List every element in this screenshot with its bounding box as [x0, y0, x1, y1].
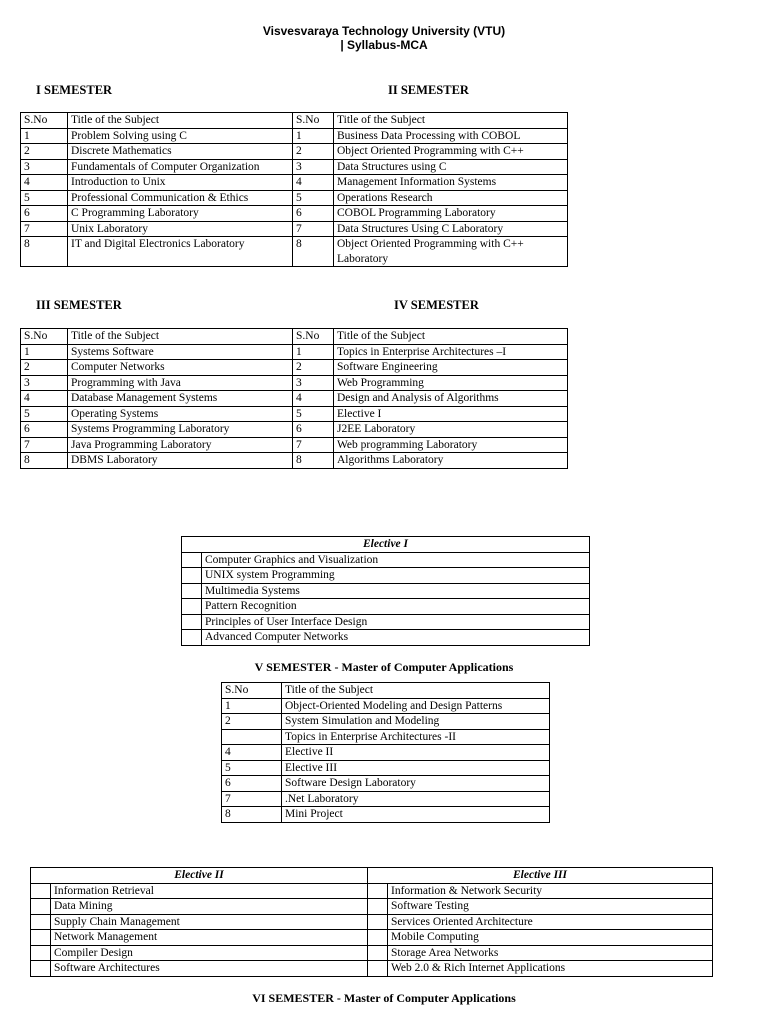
sem1-sno-cell: 7: [21, 221, 68, 237]
document-title: [0, 24, 768, 52]
elective3-item: Information & Network Security: [388, 883, 713, 899]
elective2-item: Information Retrieval: [51, 883, 368, 899]
sem4-title-cell: Web programming Laboratory: [334, 437, 568, 453]
elective3-item: Services Oriented Architecture: [388, 914, 713, 930]
sem4-title-cell: Algorithms Laboratory: [334, 453, 568, 469]
elective2-elective3-table: [30, 867, 713, 977]
table-row: [21, 237, 568, 267]
sem5-title-cell: System Simulation and Modeling: [282, 714, 550, 730]
blank-cell: [31, 914, 51, 930]
blank-cell: [368, 930, 388, 946]
sem5-sno-cell: 4: [222, 745, 282, 761]
table-row: [21, 422, 568, 438]
elective1-header-row: [182, 537, 590, 553]
sem5-title-cell: Software Design Laboratory: [282, 776, 550, 792]
elective1-heading: Elective I: [182, 537, 590, 553]
header-row: [222, 683, 550, 699]
sem1-sno-cell: 5: [21, 190, 68, 206]
elective2-heading: Elective II: [31, 868, 368, 884]
sem4-title-cell: J2EE Laboratory: [334, 422, 568, 438]
sem3-title-cell: Java Programming Laboratory: [68, 437, 293, 453]
sem4-title-cell: Software Engineering: [334, 360, 568, 376]
elective2-item: Software Architectures: [51, 961, 368, 977]
list-item: [182, 568, 590, 584]
sem1-sno-cell: 3: [21, 159, 68, 175]
sem4-sno-cell: 8: [293, 453, 334, 469]
sem1-sno-cell: 4: [21, 175, 68, 191]
sem5-sno-cell: 7: [222, 791, 282, 807]
sem2-sno-cell: 5: [293, 190, 334, 206]
sem2-sno-cell: 4: [293, 175, 334, 191]
sem3-title-cell: DBMS Laboratory: [68, 453, 293, 469]
sem1-heading: I SEMESTER: [36, 83, 113, 97]
list-item: [31, 945, 713, 961]
sem3-title-cell: Systems Programming Laboratory: [68, 422, 293, 438]
sem1-sno-cell: 2: [21, 144, 68, 160]
table-row: [21, 406, 568, 422]
table-row: [21, 437, 568, 453]
blank-cell: [182, 552, 202, 568]
table-row: [21, 144, 568, 160]
table-row: [21, 206, 568, 222]
elective2-item: Data Mining: [51, 899, 368, 915]
sem4-title-cell: Topics in Enterprise Architectures –I: [334, 344, 568, 360]
sem1-title-cell: C Programming Laboratory: [68, 206, 293, 222]
sem4-sno-cell: 3: [293, 375, 334, 391]
blank-cell: [31, 930, 51, 946]
sem3-heading: III SEMESTER: [36, 298, 122, 312]
sem3-sno-cell: 8: [21, 453, 68, 469]
list-item: [31, 914, 713, 930]
table-row: [21, 175, 568, 191]
sem2-title-cell: Management Information Systems: [334, 175, 568, 191]
elective3-item: Software Testing: [388, 899, 713, 915]
sem2-sno-cell: 2: [293, 144, 334, 160]
sem2-title-cell: Object Oriented Programming with C++: [334, 144, 568, 160]
sem5-title-cell: Elective II: [282, 745, 550, 761]
list-item: [182, 630, 590, 646]
elective2-item: Supply Chain Management: [51, 914, 368, 930]
sem1-title-cell: Introduction to Unix: [68, 175, 293, 191]
table-row: [222, 776, 550, 792]
elective1-item: Computer Graphics and Visualization: [202, 552, 590, 568]
title-header: Title of the Subject: [334, 329, 568, 345]
sem2-title-cell: Object Oriented Programming with C++ Laboratory: [334, 237, 568, 267]
sno-header: S.No: [293, 113, 334, 129]
sem2-sno-cell: 6: [293, 206, 334, 222]
sno-header: S.No: [293, 329, 334, 345]
sem5-sno-cell: 8: [222, 807, 282, 823]
sem2-heading: II SEMESTER: [388, 83, 469, 97]
elective-header-row: [31, 868, 713, 884]
title-header: Title of the Subject: [68, 113, 293, 129]
sem4-sno-cell: 6: [293, 422, 334, 438]
sem3-sno-cell: 7: [21, 437, 68, 453]
title-line-1: Visvesvaraya Technology University (VTU): [262, 24, 506, 38]
sem1-title-cell: Problem Solving using C: [68, 128, 293, 144]
title-line-2: | Syllabus-MCA: [340, 38, 428, 52]
table-row: [222, 807, 550, 823]
sem5-sno-cell: 1: [222, 698, 282, 714]
sem5-title-cell: .Net Laboratory: [282, 791, 550, 807]
sem3-title-cell: Systems Software: [68, 344, 293, 360]
blank-cell: [31, 899, 51, 915]
table-row: [21, 360, 568, 376]
sem1-sno-cell: 6: [21, 206, 68, 222]
elective2-item: Compiler Design: [51, 945, 368, 961]
elective2-item: Network Management: [51, 930, 368, 946]
list-item: [31, 883, 713, 899]
list-item: [182, 599, 590, 615]
list-item: [182, 614, 590, 630]
sno-header: S.No: [21, 329, 68, 345]
sem3-sno-cell: 2: [21, 360, 68, 376]
blank-cell: [182, 630, 202, 646]
sem2-sno-cell: 7: [293, 221, 334, 237]
sem2-title-cell: Business Data Processing with COBOL: [334, 128, 568, 144]
sem4-sno-cell: 5: [293, 406, 334, 422]
header-row: [21, 329, 568, 345]
sem4-sno-cell: 7: [293, 437, 334, 453]
elective3-item: Web 2.0 & Rich Internet Applications: [388, 961, 713, 977]
blank-cell: [182, 583, 202, 599]
sem5-sno-cell: [222, 729, 282, 745]
elective1-table: [181, 536, 590, 646]
sem5-title-cell: Object-Oriented Modeling and Design Patterns: [282, 698, 550, 714]
sem1-title-cell: Professional Communication & Ethics: [68, 190, 293, 206]
list-item: [31, 930, 713, 946]
sem3-sno-cell: 3: [21, 375, 68, 391]
sno-header: S.No: [21, 113, 68, 129]
blank-cell: [368, 945, 388, 961]
sem4-sno-cell: 1: [293, 344, 334, 360]
sem4-title-cell: Design and Analysis of Algorithms: [334, 391, 568, 407]
table-row: [21, 128, 568, 144]
sem3-sem4-table: [20, 328, 568, 469]
list-item: [31, 961, 713, 977]
sem2-title-cell: Operations Research: [334, 190, 568, 206]
elective3-item: Mobile Computing: [388, 930, 713, 946]
sem6-heading: VI SEMESTER - Master of Computer Applications: [252, 991, 516, 1005]
sem1-sem2-table: [20, 112, 568, 267]
sem1-sno-cell: 8: [21, 237, 68, 267]
title-header: Title of the Subject: [334, 113, 568, 129]
table-row: [21, 190, 568, 206]
sem2-sno-cell: 1: [293, 128, 334, 144]
sem4-heading: IV SEMESTER: [394, 298, 479, 312]
table-row: [21, 221, 568, 237]
blank-cell: [31, 945, 51, 961]
sem3-title-cell: Database Management Systems: [68, 391, 293, 407]
elective3-item: Storage Area Networks: [388, 945, 713, 961]
blank-cell: [182, 568, 202, 584]
elective1-item: Pattern Recognition: [202, 599, 590, 615]
sem5-sno-cell: 5: [222, 760, 282, 776]
table-row: [21, 391, 568, 407]
elective1-item: Multimedia Systems: [202, 583, 590, 599]
sem5-title-cell: Topics in Enterprise Architectures -II: [282, 729, 550, 745]
sem1-sno-cell: 1: [21, 128, 68, 144]
table-row: [222, 698, 550, 714]
sem3-sno-cell: 1: [21, 344, 68, 360]
table-row: [222, 791, 550, 807]
list-item: [182, 583, 590, 599]
sem1-title-cell: Fundamentals of Computer Organization: [68, 159, 293, 175]
elective1-item: UNIX system Programming: [202, 568, 590, 584]
sem5-sno-cell: 6: [222, 776, 282, 792]
elective3-heading: Elective III: [368, 868, 713, 884]
sem4-title-cell: Web Programming: [334, 375, 568, 391]
blank-cell: [182, 599, 202, 615]
table-row: [21, 344, 568, 360]
sem1-title-cell: Discrete Mathematics: [68, 144, 293, 160]
blank-cell: [368, 961, 388, 977]
sem5-title-cell: Elective III: [282, 760, 550, 776]
sem3-title-cell: Computer Networks: [68, 360, 293, 376]
sem1-title-cell: IT and Digital Electronics Laboratory: [68, 237, 293, 267]
elective1-item: Advanced Computer Networks: [202, 630, 590, 646]
title-header: Title of the Subject: [282, 683, 550, 699]
sem1-title-cell: Unix Laboratory: [68, 221, 293, 237]
sem3-sno-cell: 4: [21, 391, 68, 407]
sem2-title-cell: Data Structures using C: [334, 159, 568, 175]
blank-cell: [31, 961, 51, 977]
table-row: [21, 453, 568, 469]
sem2-title-cell: Data Structures Using C Laboratory: [334, 221, 568, 237]
table-row: [222, 729, 550, 745]
sem4-sno-cell: 2: [293, 360, 334, 376]
sem2-title-cell: COBOL Programming Laboratory: [334, 206, 568, 222]
elective1-item: Principles of User Interface Design: [202, 614, 590, 630]
sem3-title-cell: Programming with Java: [68, 375, 293, 391]
sem4-sno-cell: 4: [293, 391, 334, 407]
sem3-sno-cell: 6: [21, 422, 68, 438]
list-item: [182, 552, 590, 568]
table-row: [21, 159, 568, 175]
sno-header: S.No: [222, 683, 282, 699]
sem3-sno-cell: 5: [21, 406, 68, 422]
blank-cell: [182, 614, 202, 630]
sem5-table: [221, 682, 550, 823]
table-row: [222, 714, 550, 730]
list-item: [31, 899, 713, 915]
sem5-heading: V SEMESTER - Master of Computer Applications: [254, 660, 514, 674]
sem2-sno-cell: 8: [293, 237, 334, 267]
blank-cell: [368, 914, 388, 930]
sem5-title-cell: Mini Project: [282, 807, 550, 823]
header-row: [21, 113, 568, 129]
sem4-title-cell: Elective I: [334, 406, 568, 422]
table-row: [222, 745, 550, 761]
blank-cell: [368, 883, 388, 899]
sem5-sno-cell: 2: [222, 714, 282, 730]
sem3-title-cell: Operating Systems: [68, 406, 293, 422]
sem2-sno-cell: 3: [293, 159, 334, 175]
blank-cell: [368, 899, 388, 915]
table-row: [222, 760, 550, 776]
blank-cell: [31, 883, 51, 899]
table-row: [21, 375, 568, 391]
title-header: Title of the Subject: [68, 329, 293, 345]
